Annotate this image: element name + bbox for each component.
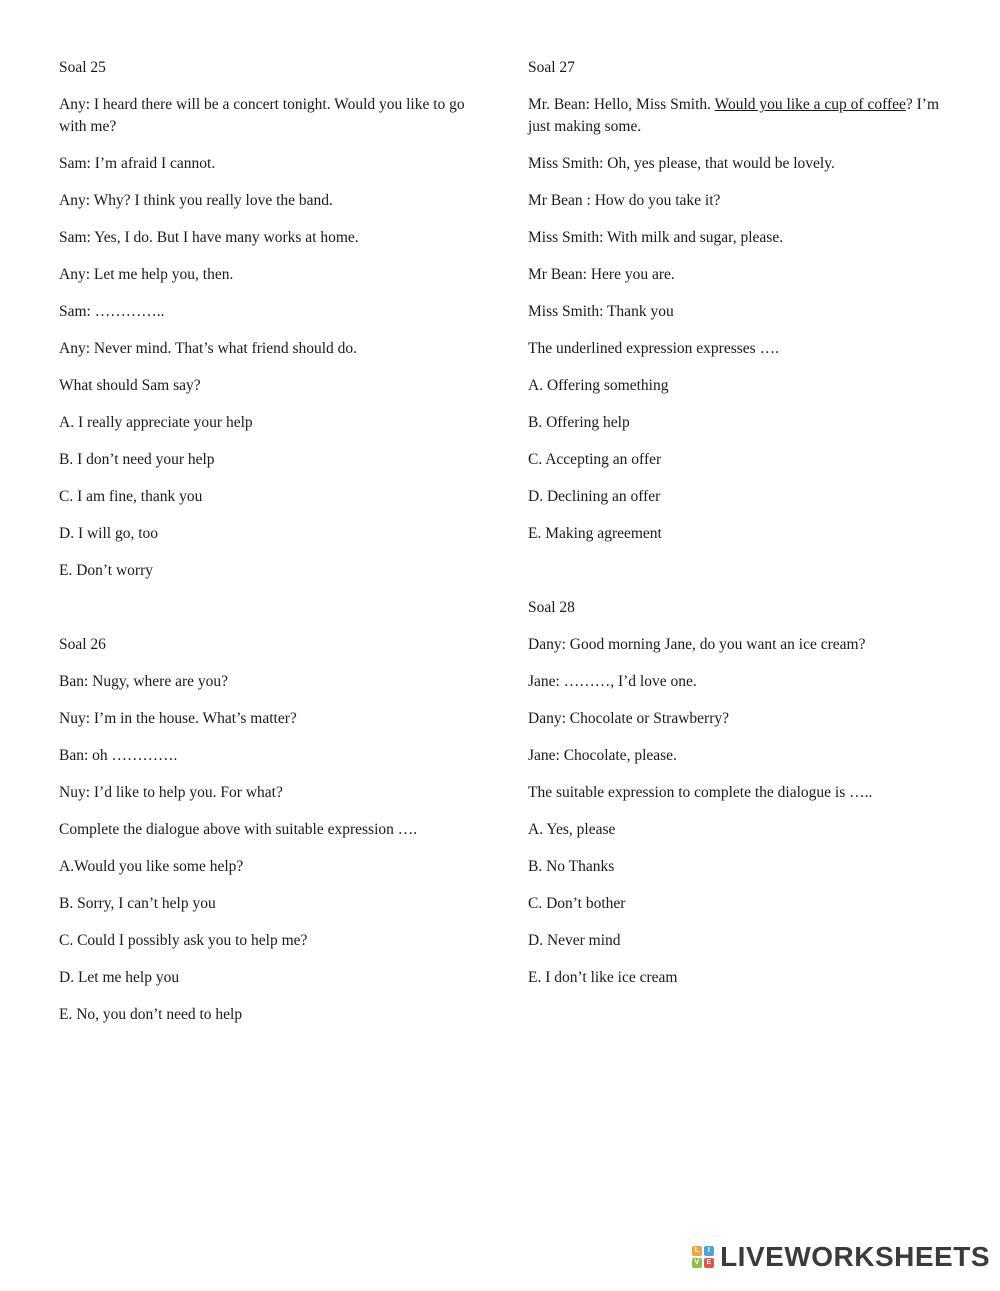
- dialogue-line: Miss Smith: Thank you: [528, 303, 674, 320]
- answer-option-c: C. I am fine, thank you: [59, 488, 203, 505]
- dialogue-line: Jane: Chocolate, please.: [528, 747, 677, 764]
- answer-option-b: B. Sorry, I can’t help you: [59, 895, 216, 912]
- dialogue-line: Miss Smith: With milk and sugar, please.: [528, 229, 784, 246]
- logo-letter: L: [692, 1246, 702, 1256]
- dialogue-line: Any: Let me help you, then.: [59, 266, 234, 283]
- dialogue-line: Nuy: I’m in the house. What’s matter?: [59, 710, 297, 727]
- question-25: [59, 57, 479, 582]
- dialogue-line: Jane: ………, I’d love one.: [528, 673, 697, 690]
- dialogue-line: Miss Smith: Oh, yes please, that would be lovely.: [528, 155, 835, 172]
- answer-option-a: A.Would you like some help?: [59, 858, 244, 875]
- logo-icon: [692, 1246, 714, 1268]
- spacer: [528, 560, 948, 582]
- answer-option-e: E. I don’t like ice cream: [528, 969, 678, 986]
- answer-option-c: C. Accepting an offer: [528, 451, 662, 468]
- answer-option-d: D. Never mind: [528, 932, 621, 949]
- left-column: [59, 57, 479, 1041]
- question-prompt: What should Sam say?: [59, 377, 201, 394]
- dialogue-line: Ban: Nugy, where are you?: [59, 673, 229, 690]
- dialogue-line: Sam: …………..: [59, 303, 165, 320]
- answer-option-a: A. I really appreciate your help: [59, 414, 253, 431]
- question-title: Soal 26: [59, 636, 106, 653]
- answer-option-b: B. Offering help: [528, 414, 630, 431]
- dialogue-line: [528, 94, 948, 138]
- question-prompt: The underlined expression expresses ….: [528, 340, 779, 357]
- dialogue-line: Dany: Chocolate or Strawberry?: [528, 710, 730, 727]
- answer-option-e: E. No, you don’t need to help: [59, 1006, 243, 1023]
- liveworksheets-logo: [692, 1241, 990, 1273]
- question-26: [59, 634, 479, 1026]
- question-prompt: Complete the dialogue above with suitable expression ….: [59, 821, 418, 838]
- underlined-expression: Would you like a cup of coffee: [714, 96, 906, 113]
- answer-option-a: A. Offering something: [528, 377, 669, 394]
- logo-letter: V: [692, 1258, 702, 1268]
- dialogue-line: Nuy: I’d like to help you. For what?: [59, 784, 283, 801]
- dialogue-suffix: ? I’m just making some.: [528, 96, 940, 135]
- dialogue-line: Any: Never mind. That’s what friend should do.: [59, 340, 358, 357]
- question-title: Soal 27: [528, 59, 575, 76]
- answer-option-b: B. No Thanks: [528, 858, 615, 875]
- answer-option-c: C. Could I possibly ask you to help me?: [59, 932, 308, 949]
- answer-option-c: C. Don’t bother: [528, 895, 626, 912]
- brand-name: LIVEWORKSHEETS: [720, 1241, 990, 1272]
- dialogue-line: Sam: I’m afraid I cannot.: [59, 155, 216, 172]
- dialogue-line: Any: Why? I think you really love the band.: [59, 192, 333, 209]
- answer-option-a: A. Yes, please: [528, 821, 616, 838]
- right-column: [528, 57, 948, 1004]
- answer-option-e: E. Don’t worry: [59, 562, 153, 579]
- question-title: Soal 28: [528, 599, 575, 616]
- answer-option-e: E. Making agreement: [528, 525, 662, 542]
- dialogue-line: Mr Bean : How do you take it?: [528, 192, 721, 209]
- dialogue-line: Ban: oh ………….: [59, 747, 178, 764]
- answer-option-b: B. I don’t need your help: [59, 451, 215, 468]
- answer-option-d: D. Let me help you: [59, 969, 180, 986]
- dialogue-line: Dany: Good morning Jane, do you want an ice cream?: [528, 636, 866, 653]
- dialogue-line: Any: I heard there will be a concert tonight. Would you like to go with me?: [59, 96, 465, 135]
- dialogue-prefix: Mr. Bean: Hello, Miss Smith.: [528, 96, 715, 113]
- question-28: [528, 597, 948, 989]
- dialogue-line: Sam: Yes, I do. But I have many works at home.: [59, 229, 359, 246]
- question-prompt: The suitable expression to complete the dialogue is …..: [528, 784, 873, 801]
- answer-option-d: D. Declining an offer: [528, 488, 661, 505]
- logo-letter: I: [704, 1246, 714, 1256]
- answer-option-d: D. I will go, too: [59, 525, 159, 542]
- spacer: [59, 597, 479, 619]
- question-title: Soal 25: [59, 59, 106, 76]
- question-27: [528, 57, 948, 545]
- dialogue-line: Mr Bean: Here you are.: [528, 266, 675, 283]
- logo-letter: E: [704, 1258, 714, 1268]
